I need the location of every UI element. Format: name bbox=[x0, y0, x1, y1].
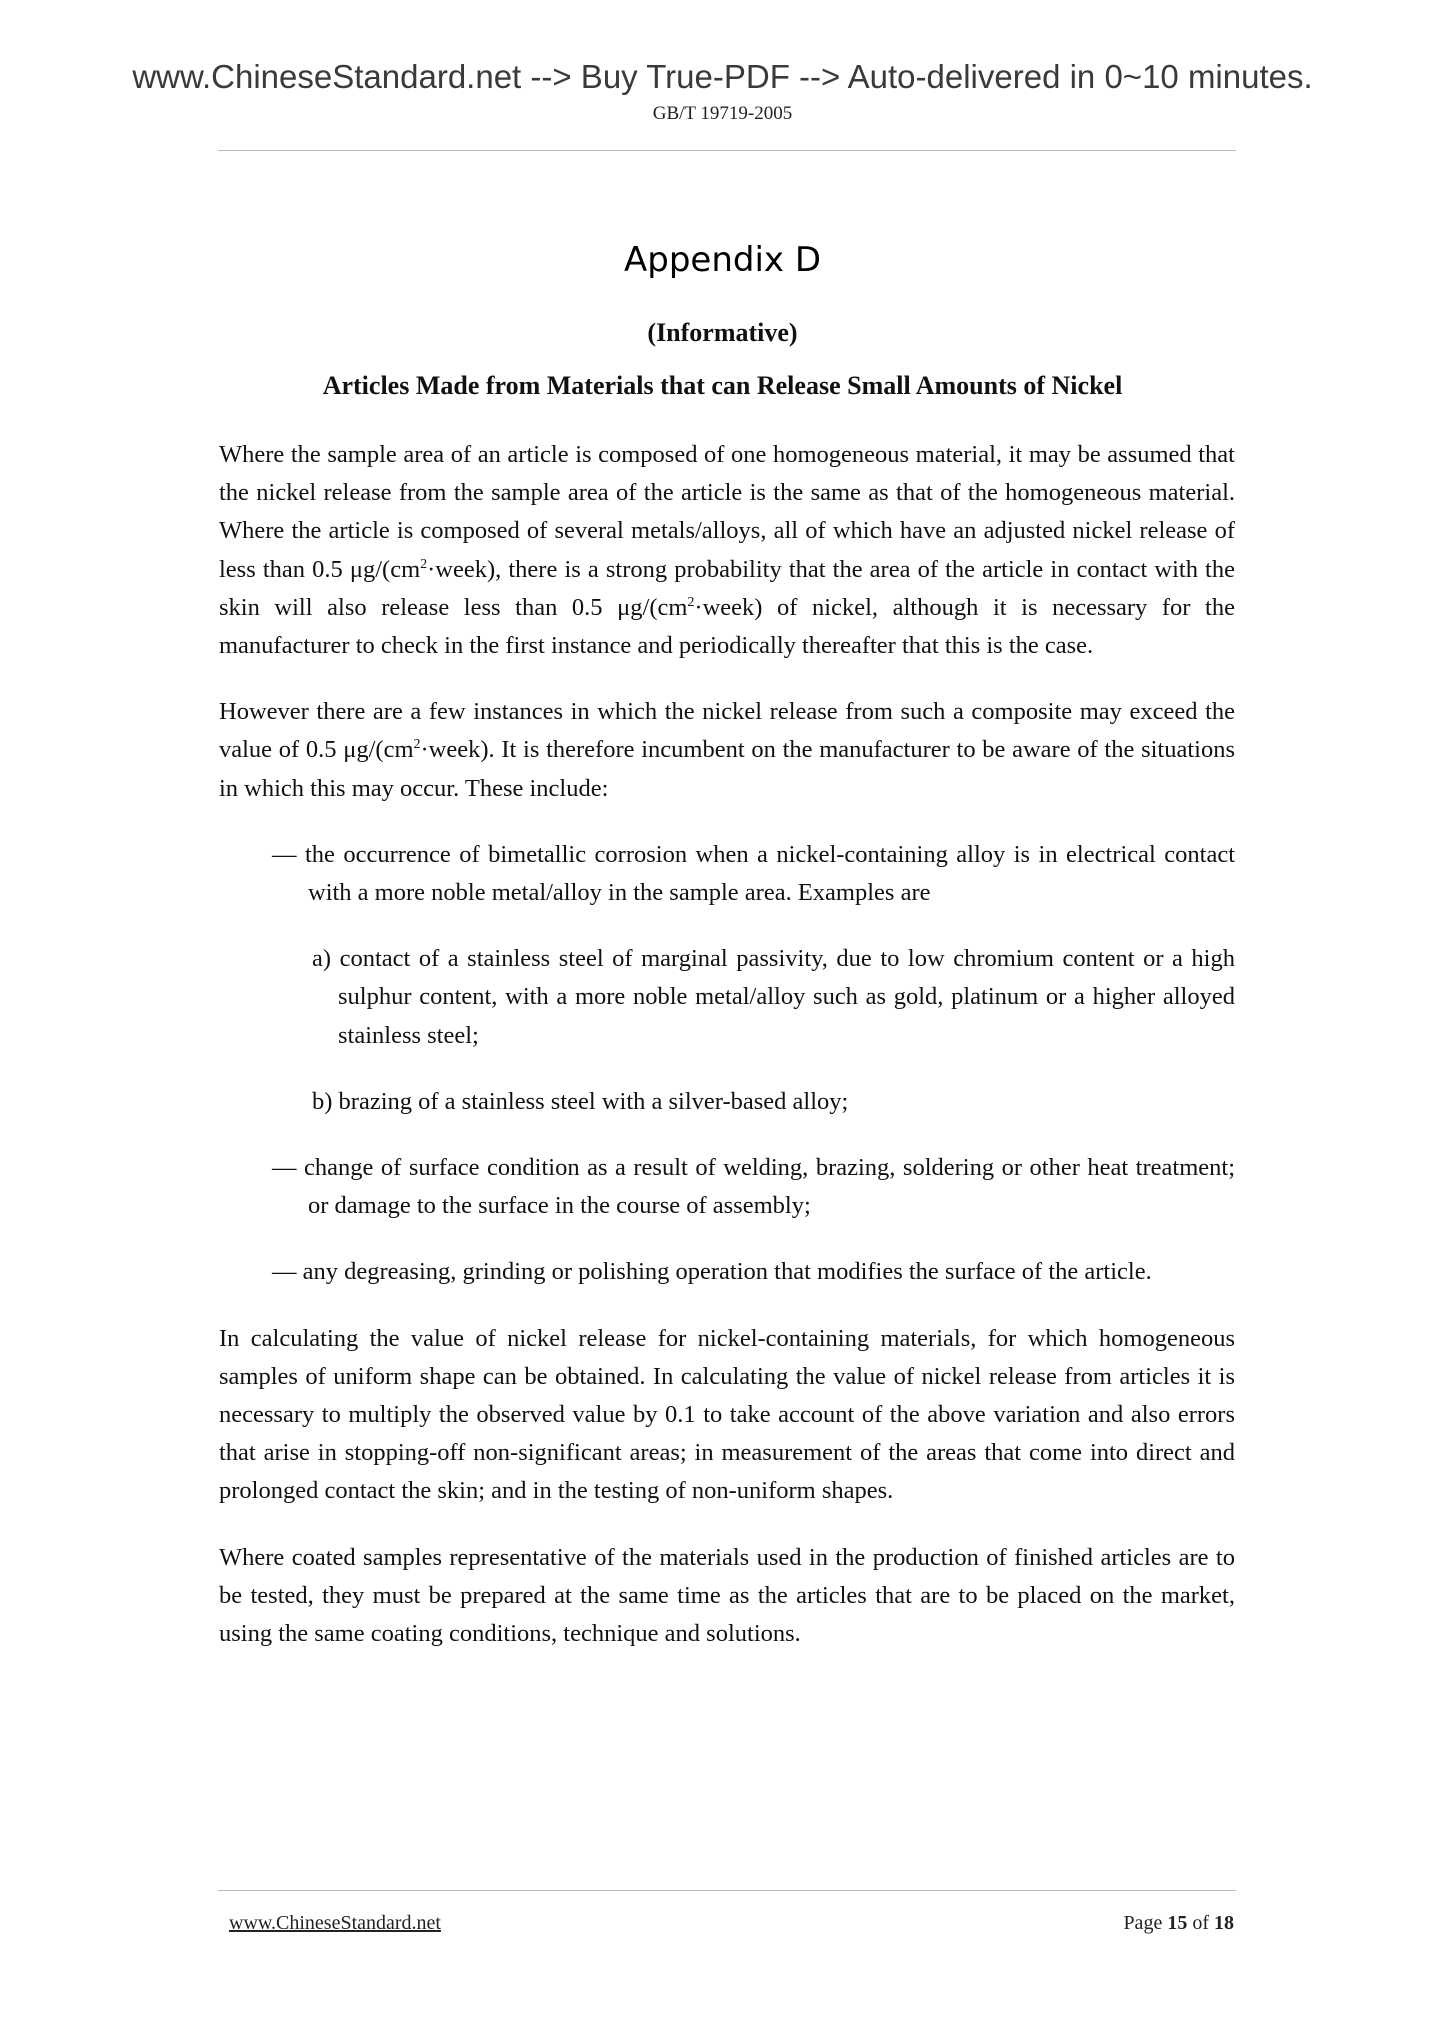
page-number bbox=[1123, 1912, 1234, 1935]
paragraph-1-part-b: ·week), there is a strong probability that the area of the article in contact with the skin will also release less than 0.5 μg/(cm bbox=[219, 555, 1235, 621]
paragraph-4: Where coated samples representative of the materials used in the production of finished articles are to be tested, they must be prepared at the same time as the articles that are to be placed on the market, using the same coating conditions, technique and solutions. bbox=[219, 1543, 1235, 1648]
dash-bullet: — bbox=[272, 840, 297, 868]
page-label: Page bbox=[1123, 1912, 1168, 1934]
superscript: 2 bbox=[687, 594, 695, 610]
list-item bbox=[219, 1253, 1235, 1291]
list-item-text: change of surface condition as a result of welding, brazing, soldering or other heat treatment; or damage to the surface in the course of assembly; bbox=[304, 1154, 1236, 1220]
paragraph-1 bbox=[219, 436, 1235, 665]
footer-website-link[interactable]: www.ChineseStandard.net bbox=[229, 1912, 441, 1934]
appendix-type: (Informative) bbox=[647, 318, 798, 347]
appendix-title: Appendix D bbox=[623, 240, 822, 280]
paragraph-1-part-a: Where the sample area of an article is composed of one homogeneous material, it may be assumed that the nickel release from the sample area of the article is the same as that of the homogeneous material. Where the article is composed of several metals/alloys, all of which have an adjusted nickel release of less than 0.5 μg/(cm bbox=[219, 441, 1235, 583]
superscript: 2 bbox=[420, 556, 428, 572]
superscript: 2 bbox=[413, 737, 421, 753]
page-of-label: of bbox=[1187, 1912, 1214, 1934]
paragraph-2 bbox=[219, 693, 1235, 808]
list-item-text: the occurrence of bimetallic corrosion when a nickel-containing alloy is in electrical contact with a more noble metal/alloy in the sample area. Examples are bbox=[304, 840, 1236, 907]
total-pages: 18 bbox=[1214, 1912, 1234, 1934]
list-item-text: any degreasing, grinding or polishing operation that modifies the surface of the article. bbox=[302, 1258, 1152, 1286]
paragraph-2-part-b: ·week). It is therefore incumbent on the manufacturer to be aware of the situations in which this may occur. These include: bbox=[219, 736, 1235, 802]
document-body bbox=[219, 436, 1235, 1681]
document-id: GB/T 19719-2005 bbox=[652, 103, 793, 124]
paragraph-3: In calculating the value of nickel release for nickel-containing materials, for which homogeneous samples of uniform shape can be obtained. In calculating the value of nickel release from articles it is necessary to multiply the observed value by 0.1 to take account of the above variation and also errors that arise in stopping-off non-significant areas; in measurement of the areas that come into direct and prolonged contact the skin; and in the testing of non-uniform shapes. bbox=[219, 1324, 1235, 1505]
header-divider bbox=[218, 150, 1236, 151]
dash-bullet: — bbox=[272, 1154, 297, 1182]
sub-list-item-a: a) contact of a stainless steel of marginal passivity, due to low chromium content or a high sulphur content, with a more noble metal/alloy such as gold, platinum or a higher alloyed stainless steel; bbox=[312, 945, 1235, 1049]
paragraph-1-part-c: ·week) of nickel, although it is necessary for the manufacturer to check in the first instance and periodically thereafter that this is the case. bbox=[219, 593, 1235, 660]
footer-divider bbox=[218, 1890, 1236, 1891]
paragraph-2-part-a: However there are a few instances in which the nickel release from such a composite may exceed the value of 0.5 μg/(cm bbox=[219, 698, 1235, 764]
top-banner-link[interactable]: www.ChineseStandard.net --> Buy True-PDF --> Auto-delivered in 0~10 minutes. bbox=[132, 58, 1313, 95]
sub-list-item-b: b) brazing of a stainless steel with a silver-based alloy; bbox=[312, 1087, 849, 1115]
current-page: 15 bbox=[1167, 1912, 1188, 1934]
dash-bullet: — bbox=[272, 1258, 297, 1286]
list-item bbox=[219, 836, 1235, 912]
appendix-subtitle: Articles Made from Materials that can Release Small Amounts of Nickel bbox=[322, 371, 1123, 400]
list-item bbox=[219, 1149, 1235, 1225]
